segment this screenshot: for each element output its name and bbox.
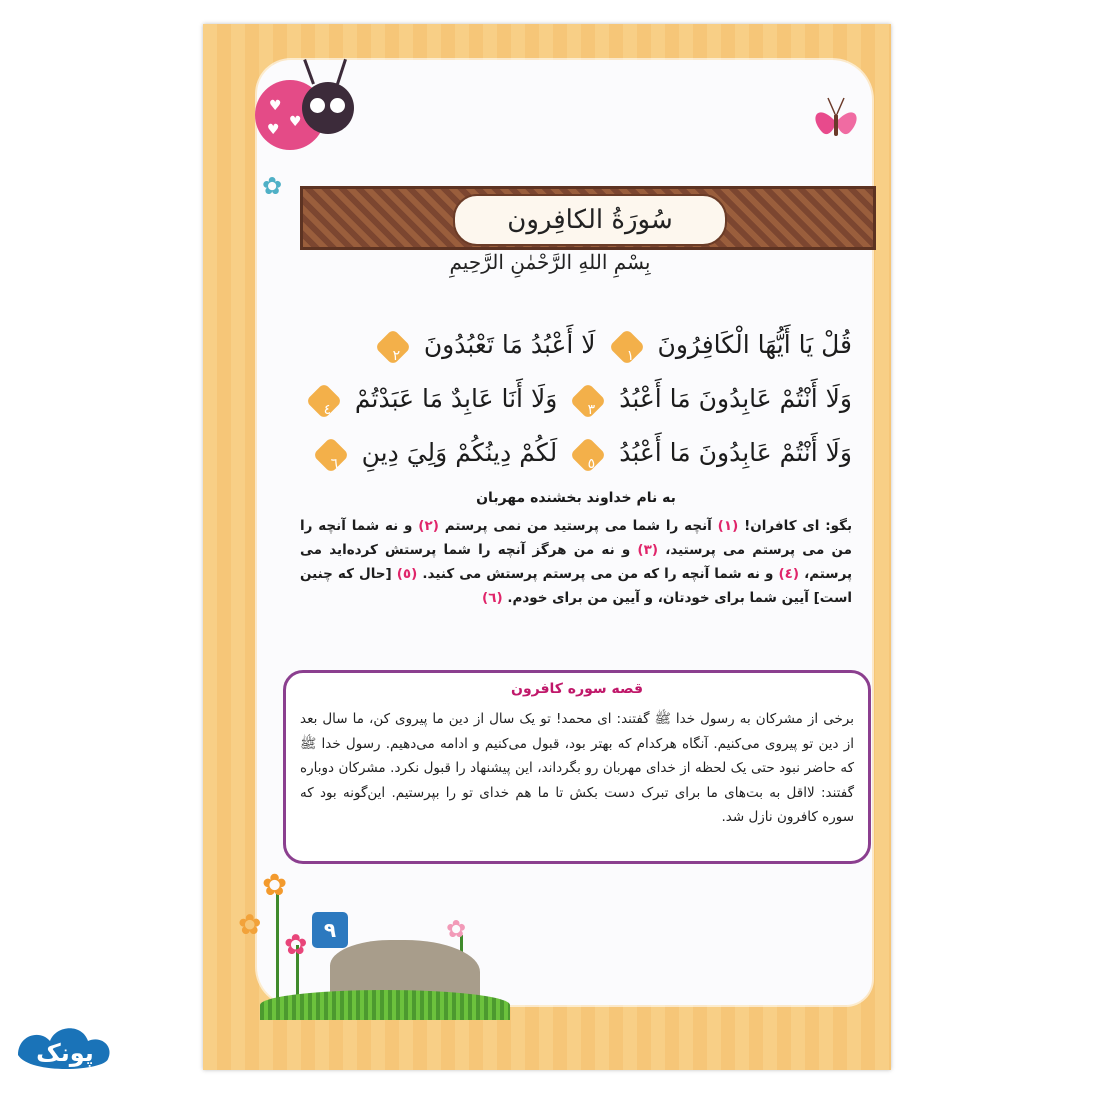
verse-text: لَكُمْ دِينُكُمْ وَلِيَ دِينِ <box>361 438 558 467</box>
flower-icon: ✿ <box>262 172 283 200</box>
ayah-number-badge: ٣ <box>570 382 607 419</box>
story-text: برخی از مشرکان به رسول خدا ﷺ گفتند: ای محمد! تو یک سال از دین ما پیروی کن، ما سال بعد از دین تو پیروی می‌کنیم. آنگاه هرکدام که بهتر بود، قبول می‌کنیم و ادامه می‌دهیم. رسول خدا ﷺ که حاضر نبود حتی یک لحظه از خدای مهربان رو بگرداند، این پیشنهاد را قبول نکرد. مشرکان دوباره گفتند: لااقل به بت‌های ما برای تبرک دست بکش تا ما هم خدای تو را بپرستیم. این‌گونه بود که سوره کافرون نازل شد. <box>300 711 854 825</box>
bismillah: بِسْمِ اللهِ الرَّحْمٰنِ الرَّحِيمِ <box>449 250 651 274</box>
ayah-number-badge: ٥ <box>570 436 607 473</box>
verse-line <box>300 372 852 426</box>
logo-text: پونک <box>36 1039 94 1067</box>
ayah-number-badge: ٦ <box>312 436 349 473</box>
surah-title-banner <box>300 186 876 250</box>
grass-icon <box>260 990 510 1020</box>
verse-text: لَا أَعْبُدُ مَا تَعْبُدُونَ <box>423 330 596 359</box>
ladybug-body-icon: ♥ ♥ ♥ <box>255 80 325 150</box>
ayah-number-badge: ٤ <box>306 382 343 419</box>
story-title: قصه سوره کافرون <box>511 681 643 697</box>
flower-icon: ✿ <box>446 915 467 943</box>
verse-line <box>300 318 852 372</box>
flower-icon: ✿ <box>284 928 308 961</box>
verses-block <box>300 318 852 480</box>
butterfly-icon <box>808 92 864 152</box>
story-box <box>283 670 871 864</box>
flower-icon: ✿ <box>262 868 288 903</box>
brand-logo <box>10 1015 120 1081</box>
verse-text: قُلْ يَا أَيُّهَا الْكَافِرُونَ <box>657 330 852 359</box>
verse-text: وَلَا أَنَا عَابِدٌ مَا عَبَدْتُمْ <box>354 384 558 413</box>
page-number: ٩ <box>312 912 348 948</box>
ayah-number-badge: ٢ <box>374 328 411 365</box>
verse-line <box>300 426 852 480</box>
verse-text: وَلَا أَنْتُمْ عَابِدُونَ مَا أَعْبُدُ <box>619 438 852 467</box>
translation-text: بگو: ای کافران! (١) آنچه را شما می پرستید من نمی پرستم (٢) و نه شما آنچه را من می پرستم می پرستید، (٣) و نه من هرگز آنچه را شما پرستش کرده‌اید می پرستم، (٤) و نه شما آنچه را که من می پرستم پرستش می کنید. (٥) [حال که چنین است] آیین شما برای خودتان، و آیین من برای خودم. (٦) <box>300 518 853 606</box>
verse-text: وَلَا أَنْتُمْ عَابِدُونَ مَا أَعْبُدُ <box>619 384 852 413</box>
ladybug-head-icon <box>302 82 354 134</box>
flower-icon: ✿ <box>238 908 262 941</box>
ayah-number-badge: ١ <box>608 328 645 365</box>
surah-title: سُورَةُ الکافِرون <box>453 194 727 246</box>
translation-title: به نام خداوند بخشنده مهربان <box>476 490 676 506</box>
